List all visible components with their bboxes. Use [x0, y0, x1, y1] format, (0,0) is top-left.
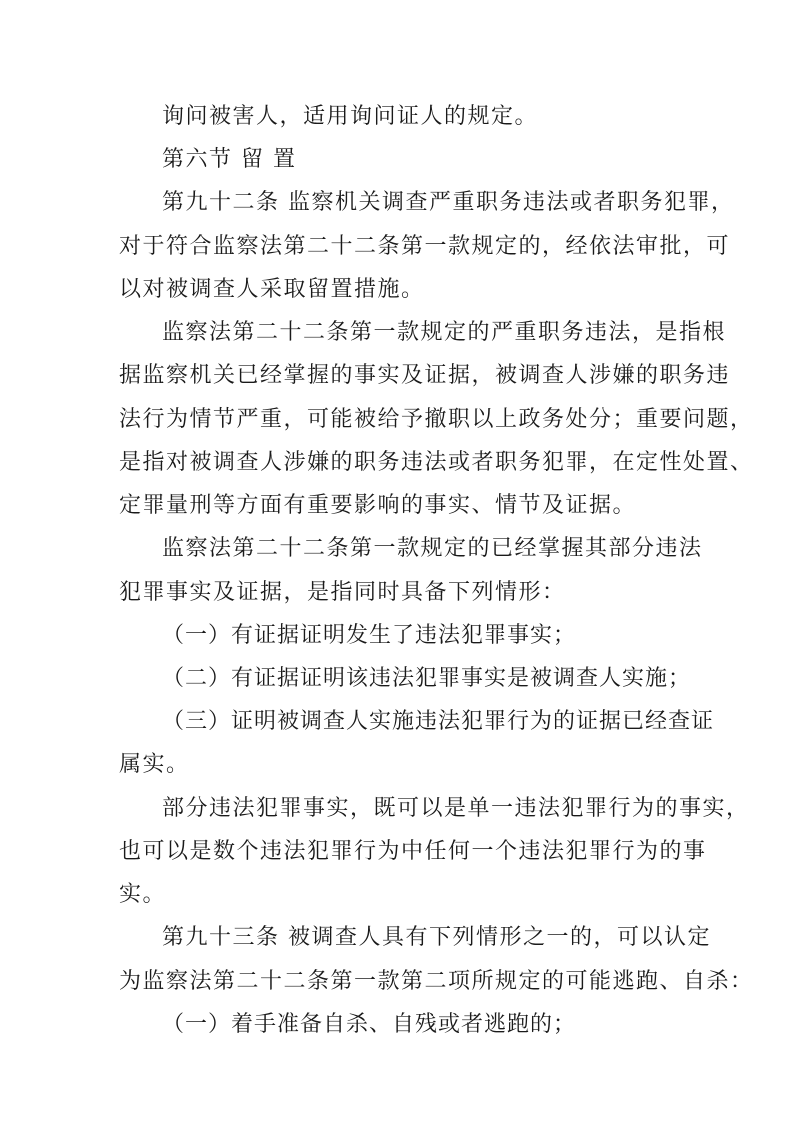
list-item-line: （二）有证据证明该违法犯罪事实是被调查人实施； [162, 666, 692, 691]
paragraph-line: 监察法第二十二条第一款规定的严重职务违法，是指根 [162, 320, 727, 345]
list-item-line: （一）有证据证明发生了违法犯罪事实； [162, 623, 577, 648]
section-heading: 第六节 留 置 [162, 147, 297, 172]
paragraph-line: 询问被害人，适用询问证人的规定。 [162, 104, 539, 129]
paragraph-line: 也可以是数个违法犯罪行为中任何一个违法犯罪行为的事 [119, 839, 707, 864]
paragraph-line: 部分违法犯罪事实，既可以是单一违法犯罪行为的事实， [162, 796, 750, 821]
paragraph-line: 实。 [119, 882, 167, 907]
article-92-line: 第九十二条 监察机关调查严重职务违法或者职务犯罪， [162, 190, 735, 215]
list-item-line: （一）着手准备自杀、自残或者逃跑的； [162, 1012, 577, 1037]
paragraph-line: 以对被调查人采取留置措施。 [119, 277, 425, 302]
paragraph-line: 为监察法第二十二条第一款第二项所规定的可能逃跑、自杀： [119, 969, 754, 994]
paragraph-line: 是指对被调查人涉嫌的职务违法或者职务犯罪，在定性处置、 [119, 450, 754, 475]
paragraph-line: 法行为情节严重，可能被给予撤职以上政务处分；重要问题， [119, 407, 754, 432]
list-item-line: （三）证明被调查人实施违法犯罪行为的证据已经查证 [162, 709, 715, 734]
paragraph-line: 属实。 [119, 752, 190, 777]
article-93-line: 第九十三条 被调查人具有下列情形之一的，可以认定 [162, 925, 711, 950]
paragraph-line: 据监察机关已经掌握的事实及证据，被调查人涉嫌的职务违 [119, 363, 731, 388]
paragraph-line: 定罪量刑等方面有重要影响的事实、情节及证据。 [119, 493, 637, 518]
paragraph-line: 监察法第二十二条第一款规定的已经掌握其部分违法 [162, 536, 703, 561]
paragraph-line: 对于符合监察法第二十二条第一款规定的，经依法审批，可 [119, 234, 731, 259]
paragraph-line: 犯罪事实及证据，是指同时具备下列情形： [119, 580, 566, 605]
